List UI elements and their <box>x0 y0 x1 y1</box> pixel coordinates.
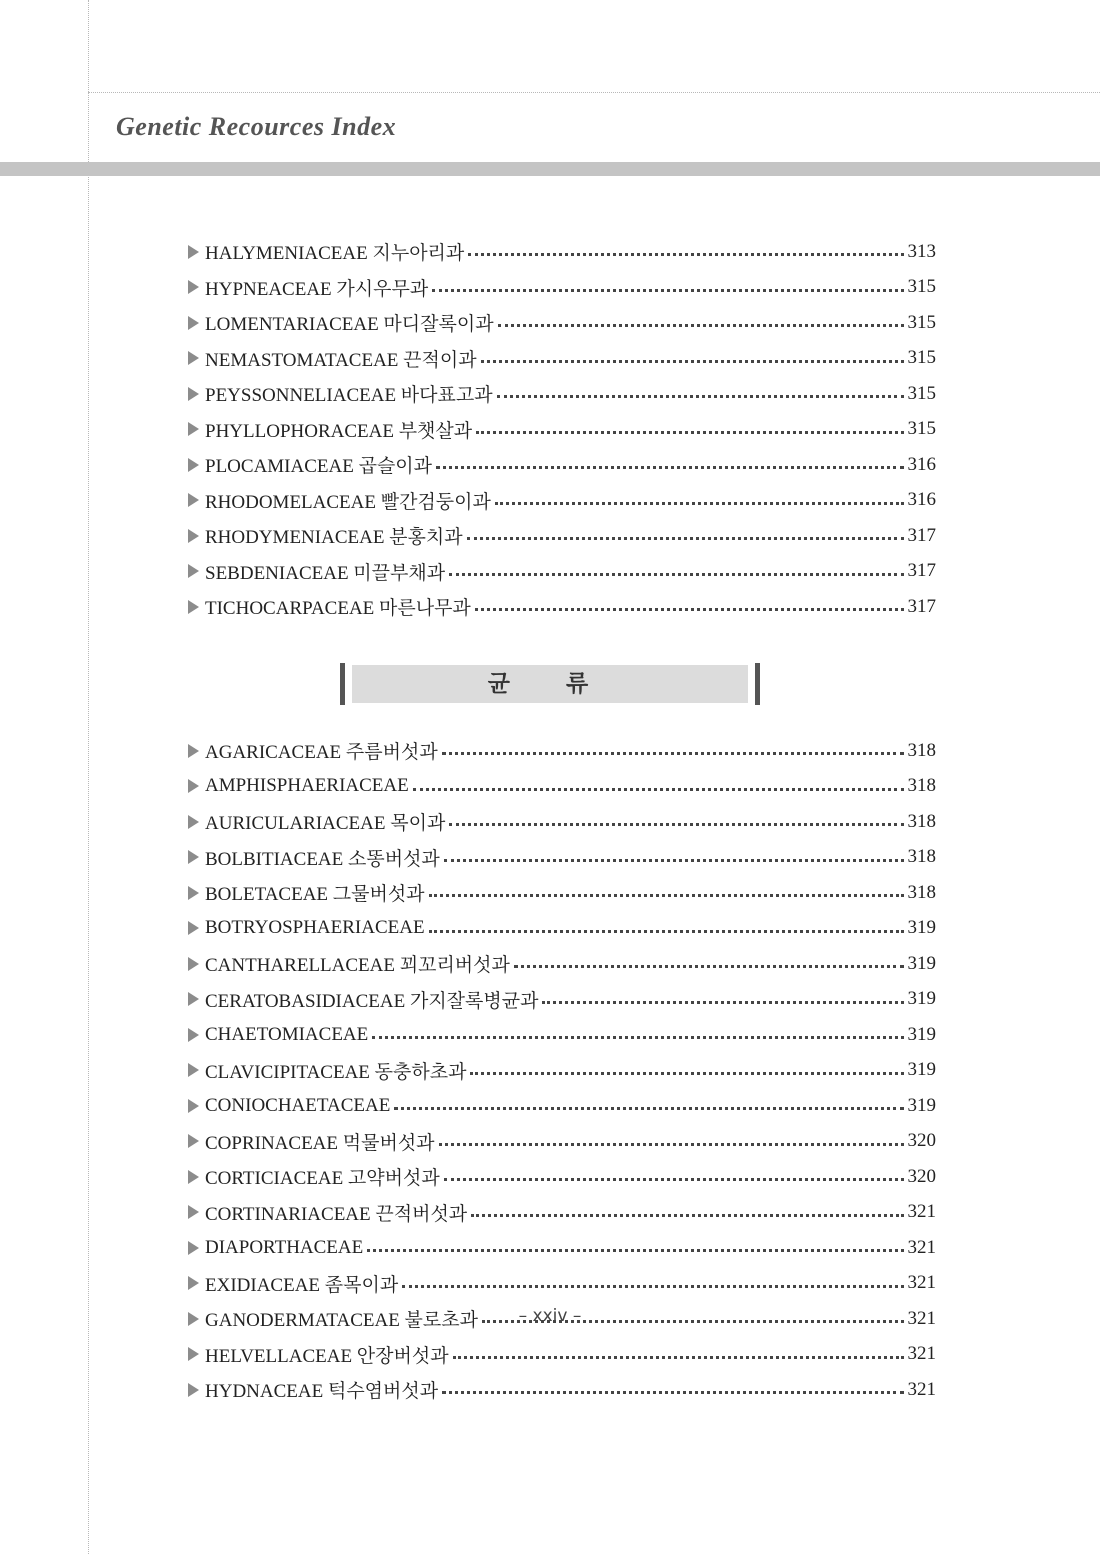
entry-name: RHODYMENIACEAE 분홍치과 <box>205 527 463 549</box>
dot-leader <box>429 930 904 933</box>
index-entry <box>188 1266 936 1302</box>
index-entry <box>188 554 936 590</box>
entry-page: 315 <box>907 276 936 298</box>
dot-leader <box>442 752 904 755</box>
index-entry <box>188 733 936 769</box>
triangle-right-icon <box>188 387 199 401</box>
triangle-right-icon <box>188 422 199 436</box>
entry-page: 318 <box>907 775 936 797</box>
index-entry <box>188 1372 936 1408</box>
entry-page: 316 <box>907 489 936 511</box>
index-entry <box>188 911 936 947</box>
index-entry <box>188 1053 936 1089</box>
index-entry <box>188 483 936 519</box>
entry-page: 319 <box>907 988 936 1010</box>
entry-name: PHYLLOPHORACEAE 부챗살과 <box>205 420 473 442</box>
running-header-title: Genetic Recources Index <box>116 112 397 141</box>
index-entry <box>188 769 936 805</box>
index-list-red-algae <box>188 234 936 625</box>
triangle-right-icon <box>188 493 199 507</box>
entry-name: RHODOMELACEAE 빨간검둥이과 <box>205 491 491 513</box>
dot-leader <box>476 431 903 434</box>
entry-page: 319 <box>907 1059 936 1081</box>
index-entry <box>188 234 936 270</box>
entry-page: 321 <box>907 1343 936 1365</box>
dot-leader <box>471 1214 903 1217</box>
entry-name: AURICULARIACEAE 목이과 <box>205 813 446 835</box>
index-entry <box>188 589 936 625</box>
index-entry <box>188 376 936 412</box>
triangle-right-icon <box>188 1028 199 1042</box>
triangle-right-icon <box>188 529 199 543</box>
dot-leader <box>432 289 903 292</box>
entry-page: 317 <box>907 595 936 617</box>
index-entry <box>188 946 936 982</box>
triangle-right-icon <box>188 957 199 971</box>
index-entry <box>188 412 936 448</box>
triangle-right-icon <box>188 351 199 365</box>
dot-leader <box>467 537 904 540</box>
section-bar-left <box>340 663 345 705</box>
entry-name: BOLETACEAE 그물버섯과 <box>205 884 425 906</box>
triangle-right-icon <box>188 779 199 793</box>
entry-name: BOTRYOSPHAERIACEAE <box>205 917 425 939</box>
entry-name: HYPNEACEAE 가시우무과 <box>205 278 429 300</box>
entry-page: 321 <box>907 1272 936 1294</box>
triangle-right-icon <box>188 1241 199 1255</box>
dot-leader <box>481 360 904 363</box>
triangle-right-icon <box>188 280 199 294</box>
section-bar-right <box>755 663 760 705</box>
dot-leader <box>453 1356 904 1359</box>
dot-leader <box>372 1036 903 1039</box>
index-entry <box>188 341 936 377</box>
entry-page: 320 <box>907 1165 936 1187</box>
triangle-right-icon <box>188 1276 199 1290</box>
entry-page: 318 <box>907 810 936 832</box>
dot-leader <box>444 1178 904 1181</box>
entry-page: 316 <box>907 453 936 475</box>
entry-name: GANODERMATACEAE 불로초과 <box>205 1310 478 1332</box>
triangle-right-icon <box>188 992 199 1006</box>
dot-leader <box>498 324 904 327</box>
triangle-right-icon <box>188 1383 199 1397</box>
dot-leader <box>444 859 904 862</box>
triangle-right-icon <box>188 564 199 578</box>
entry-page: 317 <box>907 524 936 546</box>
triangle-right-icon <box>188 850 199 864</box>
dot-leader <box>442 1391 903 1394</box>
index-entry <box>188 840 936 876</box>
dot-leader <box>468 253 903 256</box>
index-entry <box>188 875 936 911</box>
entry-page: 315 <box>907 311 936 333</box>
triangle-right-icon <box>188 1347 199 1361</box>
dot-leader <box>495 502 904 505</box>
triangle-right-icon <box>188 245 199 259</box>
dot-leader <box>367 1249 903 1252</box>
triangle-right-icon <box>188 458 199 472</box>
index-entry <box>188 270 936 306</box>
entry-page: 318 <box>907 881 936 903</box>
header-bar <box>0 162 1100 176</box>
entry-name: DIAPORTHACEAE <box>205 1236 364 1258</box>
index-entry <box>188 518 936 554</box>
index-entry <box>188 1337 936 1373</box>
entry-page: 319 <box>907 952 936 974</box>
entry-name: LOMENTARIACEAE 마디잘록이과 <box>205 314 494 336</box>
index-entry <box>188 1017 936 1053</box>
entry-name: CHAETOMIACEAE <box>205 1023 369 1045</box>
index-entry <box>188 1159 936 1195</box>
entry-name: CERATOBASIDIACEAE 가지잘록병균과 <box>205 990 539 1012</box>
index-entry <box>188 1124 936 1160</box>
top-dotted-guide <box>88 92 1100 93</box>
entry-name: PEYSSONNELIACEAE 바다표고과 <box>205 385 493 407</box>
entry-page: 319 <box>907 1023 936 1045</box>
entry-page: 321 <box>907 1307 936 1329</box>
dot-leader <box>394 1107 903 1110</box>
entry-name: CONIOCHAETACEAE <box>205 1094 391 1116</box>
entry-name: CANTHARELLACEAE 꾀꼬리버섯과 <box>205 955 510 977</box>
entry-page: 321 <box>907 1378 936 1400</box>
page-number: – xxiv – <box>518 1306 582 1326</box>
entry-page: 319 <box>907 1094 936 1116</box>
dot-leader <box>542 1001 903 1004</box>
entry-name: TICHOCARPACEAE 마른나무과 <box>205 598 471 620</box>
entry-page: 313 <box>907 240 936 262</box>
index-entry <box>188 982 936 1018</box>
dot-leader <box>497 395 904 398</box>
entry-name: EXIDIACEAE 좀목이과 <box>205 1274 399 1296</box>
dot-leader <box>449 823 903 826</box>
entry-name: AMPHISPHAERIACEAE <box>205 775 409 797</box>
triangle-right-icon <box>188 886 199 900</box>
dot-leader <box>439 1143 904 1146</box>
triangle-right-icon <box>188 600 199 614</box>
dot-leader <box>475 608 904 611</box>
index-entry <box>188 447 936 483</box>
index-entry <box>188 804 936 840</box>
triangle-right-icon <box>188 1063 199 1077</box>
triangle-right-icon <box>188 1099 199 1113</box>
entry-name: CORTINARIACEAE 끈적버섯과 <box>205 1203 468 1225</box>
triangle-right-icon <box>188 921 199 935</box>
triangle-right-icon <box>188 316 199 330</box>
entry-page: 319 <box>907 917 936 939</box>
index-entry <box>188 1088 936 1124</box>
dot-leader <box>449 573 903 576</box>
entry-name: BOLBITIACEAE 소똥버섯과 <box>205 848 440 870</box>
entry-name: COPRINACEAE 먹물버섯과 <box>205 1132 435 1154</box>
section-heading <box>340 663 760 705</box>
index-entry <box>188 1195 936 1231</box>
dot-leader <box>470 1072 903 1075</box>
entry-page: 321 <box>907 1236 936 1258</box>
entry-name: NEMASTOMATACEAE 끈적이과 <box>205 349 477 371</box>
entry-name: AGARICACEAE 주름버섯과 <box>205 742 438 764</box>
entry-page: 315 <box>907 347 936 369</box>
entry-name: CORTICIACEAE 고약버섯과 <box>205 1168 440 1190</box>
dot-leader <box>402 1285 903 1288</box>
entry-page: 315 <box>907 382 936 404</box>
section-title: 균 류 <box>352 665 748 703</box>
triangle-right-icon <box>188 1170 199 1184</box>
entry-name: HALYMENIACEAE 지누아리과 <box>205 243 465 265</box>
dot-leader <box>413 788 904 791</box>
entry-page: 318 <box>907 846 936 868</box>
triangle-right-icon <box>188 744 199 758</box>
entry-name: HYDNACEAE 턱수염버섯과 <box>205 1381 439 1403</box>
index-entry <box>188 1230 936 1266</box>
entry-name: PLOCAMIACEAE 곱슬이과 <box>205 456 433 478</box>
entry-page: 318 <box>907 739 936 761</box>
triangle-right-icon <box>188 1205 199 1219</box>
entry-name: SEBDENIACEAE 미끌부채과 <box>205 562 446 584</box>
entry-page: 320 <box>907 1130 936 1152</box>
entry-page: 317 <box>907 560 936 582</box>
triangle-right-icon <box>188 815 199 829</box>
dot-leader <box>429 894 904 897</box>
entry-name: HELVELLACEAE 안장버섯과 <box>205 1345 449 1367</box>
dot-leader <box>514 965 904 968</box>
entry-name: CLAVICIPITACEAE 동충하초과 <box>205 1061 467 1083</box>
entry-page: 315 <box>907 418 936 440</box>
index-entry <box>188 305 936 341</box>
triangle-right-icon <box>188 1134 199 1148</box>
dot-leader <box>436 466 903 469</box>
entry-page: 321 <box>907 1201 936 1223</box>
